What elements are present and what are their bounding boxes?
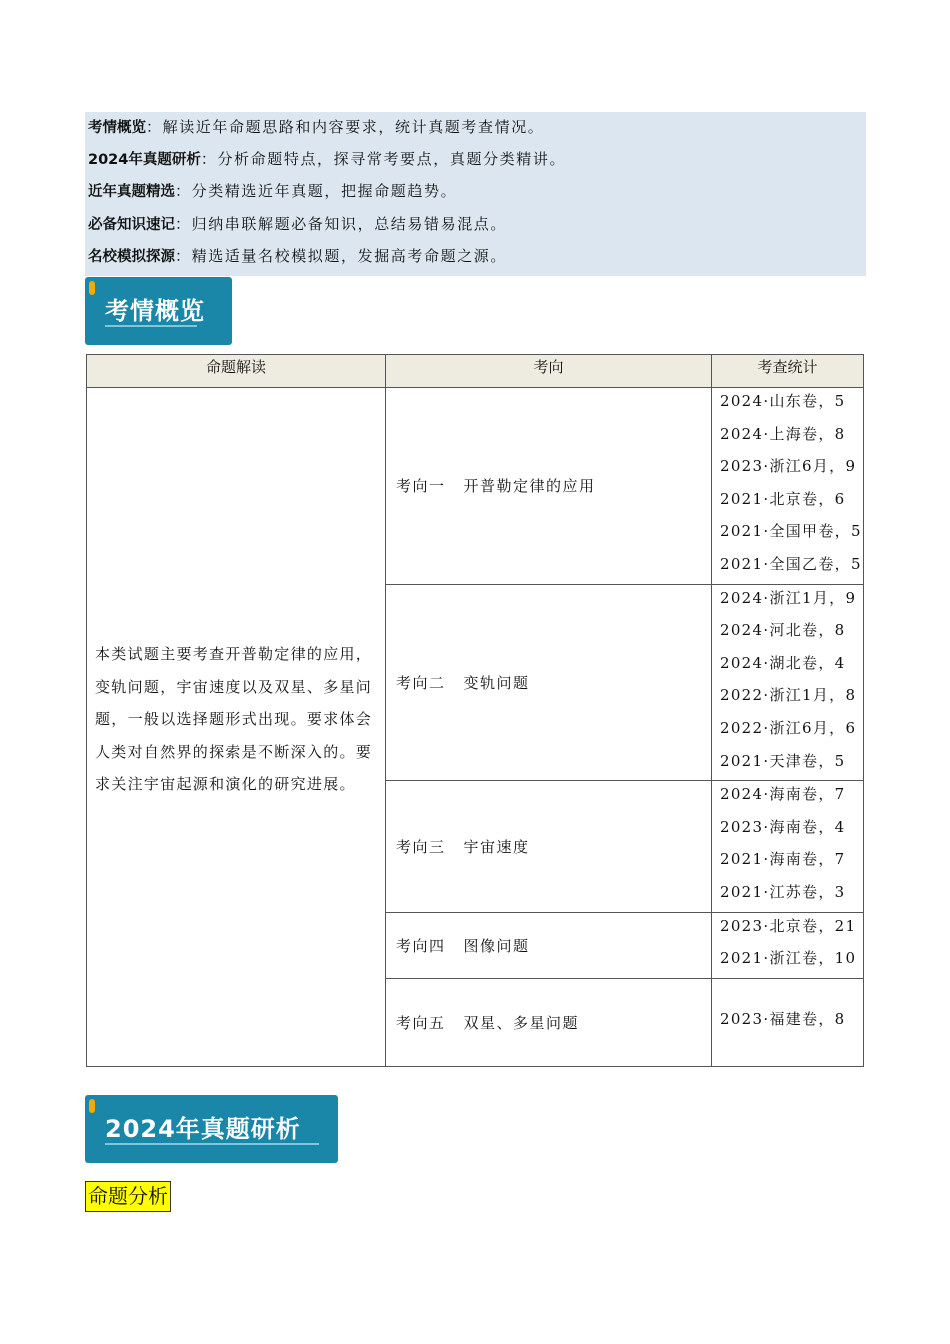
banner-title: 2024年真题研析	[105, 1115, 301, 1143]
direction-cell: 考向五 双星、多星问题	[386, 978, 712, 1066]
header-direction: 考向	[386, 355, 712, 388]
intro-line: 必备知识速记：归纳串联解题必备知识，总结易错易混点。	[88, 215, 508, 233]
header-statistics: 考查统计	[712, 355, 864, 388]
overview-table	[86, 354, 864, 1067]
section-banner-overview	[85, 277, 232, 345]
direction-cell: 考向二 变轨问题	[386, 584, 712, 781]
intro-line: 近年真题精选：分类精选近年真题，把握命题趋势。	[88, 182, 458, 200]
stats-cell: 2023·北京卷，21 2021·浙江卷，10	[712, 912, 864, 978]
banner-title: 考情概览	[105, 297, 205, 325]
intro-line: 考情概览：解读近年命题思路和内容要求，统计真题考查情况。	[88, 118, 545, 136]
description-cell	[87, 388, 386, 1067]
highlight-heading: 命题分析	[85, 1181, 171, 1212]
stats-cell: 2024·浙江1月，9 2024·河北卷，8 2024·湖北卷，4 2022·浙江1月，8 2022·浙江6月，6 2021·天津卷，5	[712, 584, 864, 781]
header-interpretation: 命题解读	[87, 355, 386, 388]
stats-cell: 2023·福建卷，8	[712, 978, 864, 1066]
banner-underline	[105, 1143, 319, 1145]
intro-box	[85, 112, 866, 276]
direction-cell: 考向三 宇宙速度	[386, 781, 712, 912]
banner-tab-marker	[89, 1099, 95, 1113]
intro-line: 名校模拟探源：精选适量名校模拟题，发掘高考命题之源。	[88, 247, 508, 265]
table-header-row	[87, 355, 864, 388]
stats-cell: 2024·山东卷，5 2024·上海卷，8 2023·浙江6月，9 2021·北京卷，6 2021·全国甲卷，5 2021·全国乙卷，5	[712, 388, 864, 585]
direction-cell: 考向四 图像问题	[386, 912, 712, 978]
banner-tab-marker	[89, 281, 95, 295]
direction-cell: 考向一 开普勒定律的应用	[386, 388, 712, 585]
stats-cell: 2024·海南卷，7 2023·海南卷，4 2021·海南卷，7 2021·江苏卷，3	[712, 781, 864, 912]
table-row	[87, 388, 864, 585]
banner-underline	[105, 325, 197, 327]
description-text: 本类试题主要考查开普勒定律的应用，变轨问题，宇宙速度以及双星、多星问题，一般以选择题形式出现。要求体会人类对自然界的探索是不断深入的。要求关注宇宙起源和演化的研究进展。	[95, 645, 373, 794]
section-banner-analysis	[85, 1095, 338, 1163]
intro-line: 2024年真题研析：分析命题特点，探寻常考要点，真题分类精讲。	[88, 150, 567, 168]
